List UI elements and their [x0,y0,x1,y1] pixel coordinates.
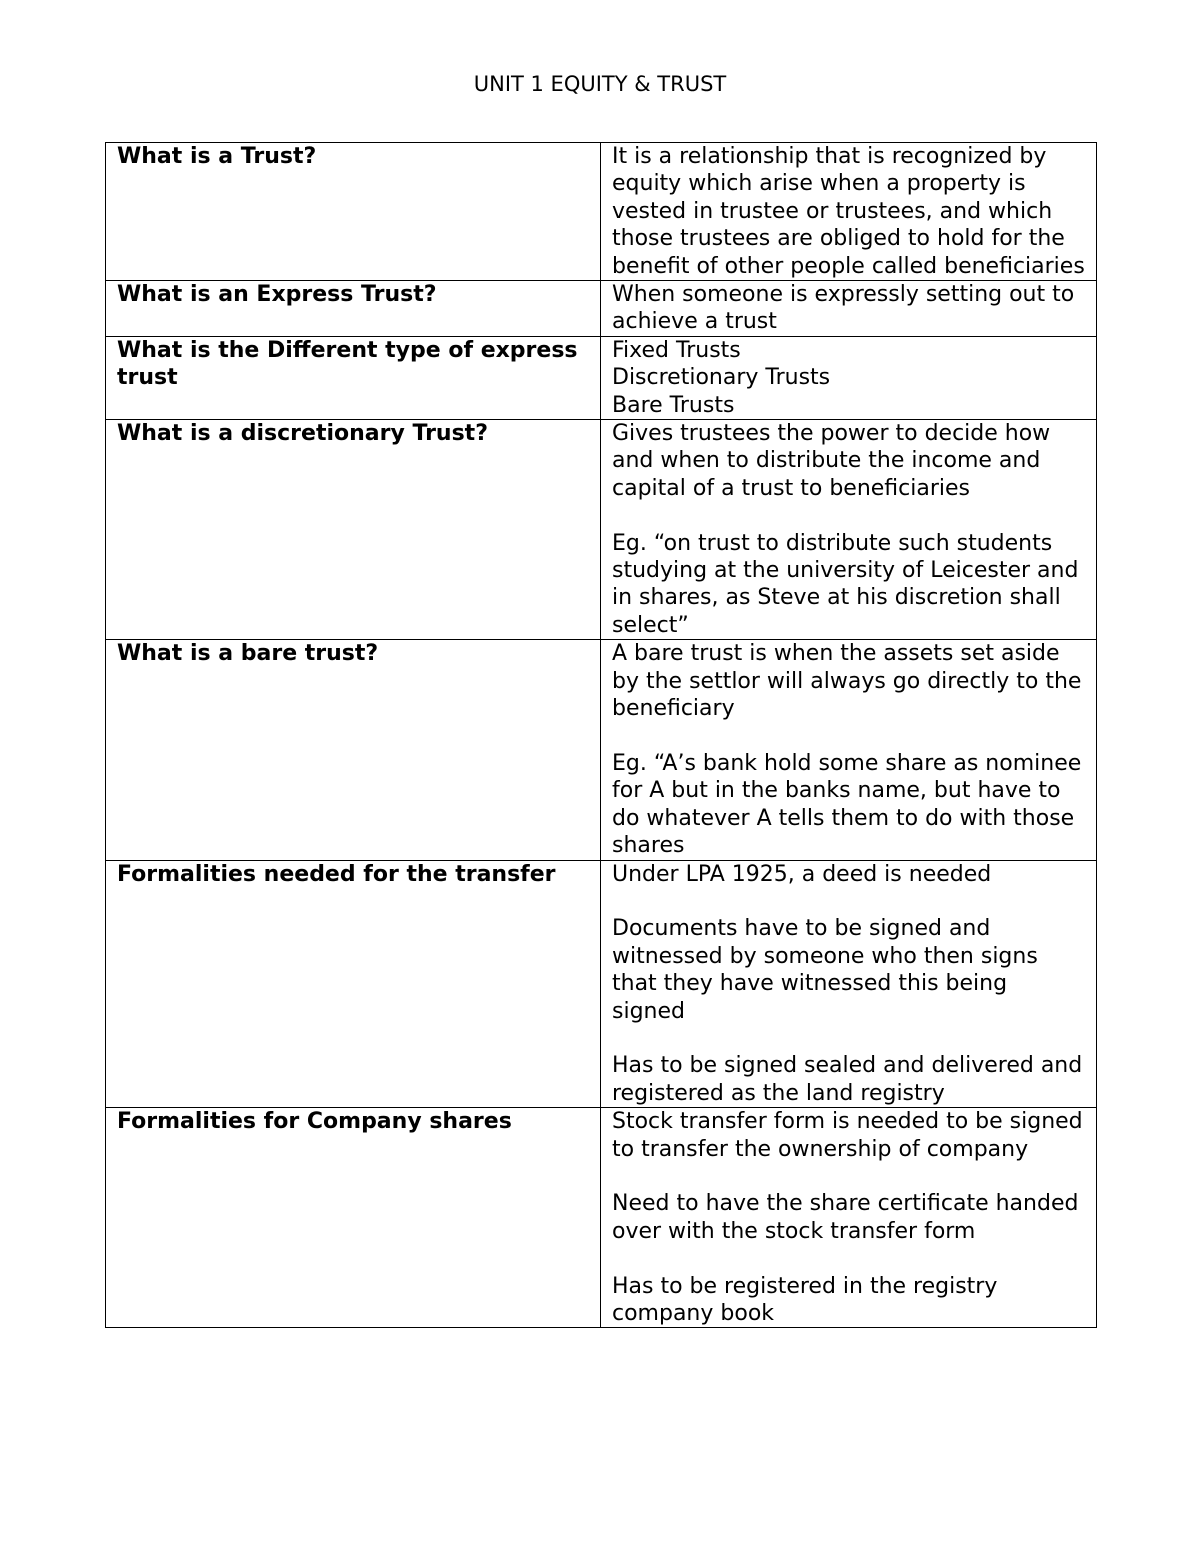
question-cell: Formalities for Company shares [106,1108,601,1328]
table-row [106,640,1097,860]
answer-list-item: Bare Trusts [612,392,735,418]
table-row [106,420,1097,640]
answer-paragraph: Documents have to be signed and witnessed by someone who then signs that they have witnessed this being signed [612,916,1038,1024]
table-row [106,860,1097,1108]
table-row [106,336,1097,419]
answer-cell [601,143,1097,281]
question-cell: What is an Express Trust? [106,281,601,337]
answer-example: Eg. “A’s bank hold some share as nominee for A but in the banks name, but have to do whatever A tells them to do with those shares [612,750,1082,859]
answer-paragraph: Under LPA 1925, a deed is needed [612,861,992,887]
question-cell: Formalities needed for the transfer [106,860,601,1108]
answer-paragraph: Has to be registered in the registry company book [612,1273,998,1326]
answer-paragraph: Need to have the share certificate handed over with the stock transfer form [612,1191,1079,1244]
answer-cell [601,640,1097,860]
question-cell: What is the Different type of express trust [106,336,601,419]
answer-cell [601,336,1097,419]
answer-paragraph: Gives trustees the power to decide how and when to distribute the income and capital of a trust to beneficiaries [612,421,1051,501]
page-title: UNIT 1 EQUITY & TRUST [473,72,727,96]
table-row [106,1108,1097,1328]
answer-paragraph: Has to be signed sealed and delivered and registered as the land registry [612,1053,1083,1106]
table-row [106,281,1097,337]
question-cell: What is a bare trust? [106,640,601,860]
table-row [106,143,1097,281]
answer-cell [601,860,1097,1108]
answer-cell [601,420,1097,640]
question-cell: What is a discretionary Trust? [106,420,601,640]
qa-table [105,142,1097,1328]
answer-list-item: Fixed Trusts [612,337,741,363]
answer-paragraph: When someone is expressly setting out to achieve a trust [612,282,1075,335]
question-cell: What is a Trust? [106,143,601,281]
answer-paragraph: It is a relationship that is recognized by equity which arise when a property is vested in trustee or trustees, and which those trustees are obliged to hold for the benefit of other people called beneficiaries [612,144,1085,279]
answer-list-item: Discretionary Trusts [612,365,831,391]
answer-cell [601,1108,1097,1328]
answer-cell [601,281,1097,337]
answer-paragraph: Stock transfer form is needed to be signed to transfer the ownership of company [612,1109,1083,1162]
answer-example: Eg. “on trust to distribute such students studying at the university of Leicester and in shares, as Steve at his discretion shall select” [612,530,1079,638]
answer-paragraph: A bare trust is when the assets set aside by the settlor will always go directly to the beneficiary [612,641,1082,722]
